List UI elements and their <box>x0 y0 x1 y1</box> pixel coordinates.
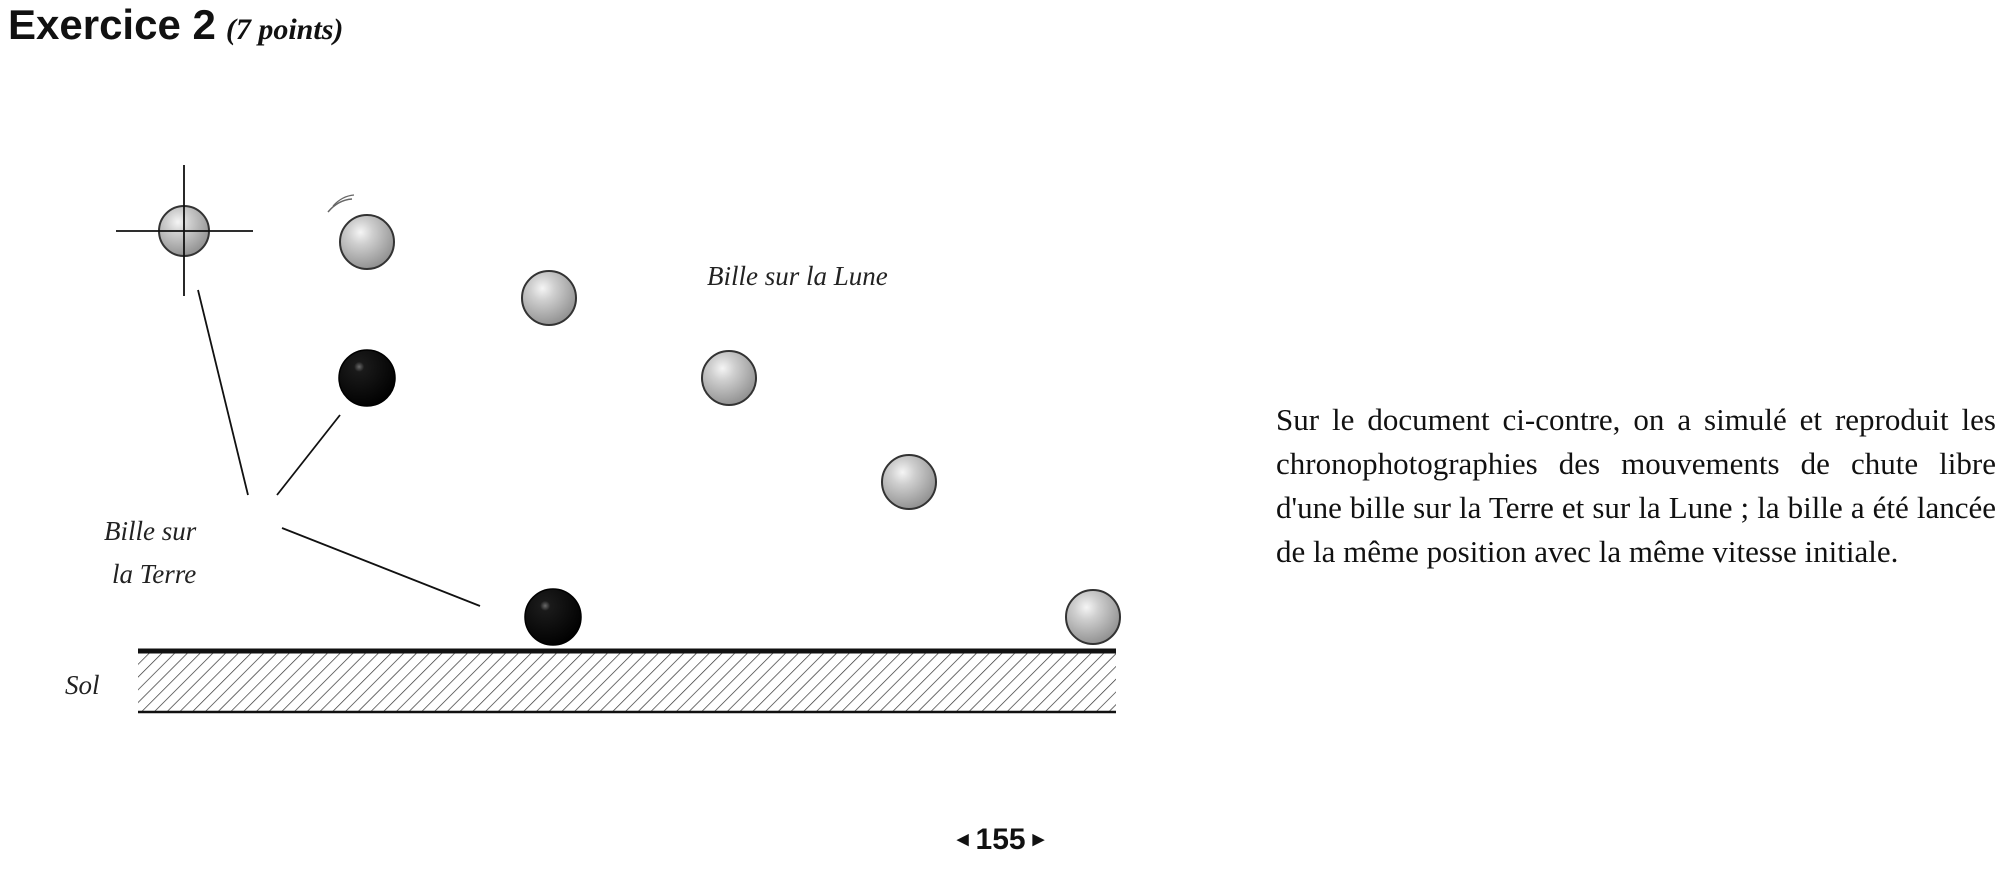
moon-ball <box>702 351 756 405</box>
ground <box>138 651 1116 712</box>
moon-ball <box>1066 590 1120 644</box>
description-text: Sur le document ci-contre, on a simulé et reproduit les chronophotographies des mouvements de chute libre d'une bille sur la Terre et sur la Lune ; la bille a été lancée de la même position avec la même vitesse initiale. <box>1276 402 1996 569</box>
moon-ball <box>522 271 576 325</box>
earth-ball <box>525 589 581 645</box>
label-earth-line2: la Terre <box>112 559 197 589</box>
earth-ball <box>339 350 395 406</box>
next-page-arrow-icon: ▶ <box>1032 831 1045 848</box>
motion-mark <box>328 199 352 212</box>
leader-line-ball-2 <box>282 528 480 606</box>
label-ground: Sol <box>65 670 100 700</box>
leader-line-start <box>198 290 248 495</box>
exercise-points: (7 points) <box>225 13 344 46</box>
page-number <box>950 825 1051 855</box>
exercise-label: Exercice 2 <box>8 1 216 48</box>
moon-ball <box>340 215 394 269</box>
label-moon: Bille sur la Lune <box>707 261 888 291</box>
page-number-value: 155 <box>975 823 1026 856</box>
leader-line-ball-1 <box>277 415 340 495</box>
ground-hatch <box>138 652 1116 712</box>
label-earth-line1: Bille sur <box>104 516 197 546</box>
prev-page-arrow-icon: ◀ <box>957 831 969 848</box>
moon-ball <box>882 455 936 509</box>
start-position <box>116 165 253 296</box>
